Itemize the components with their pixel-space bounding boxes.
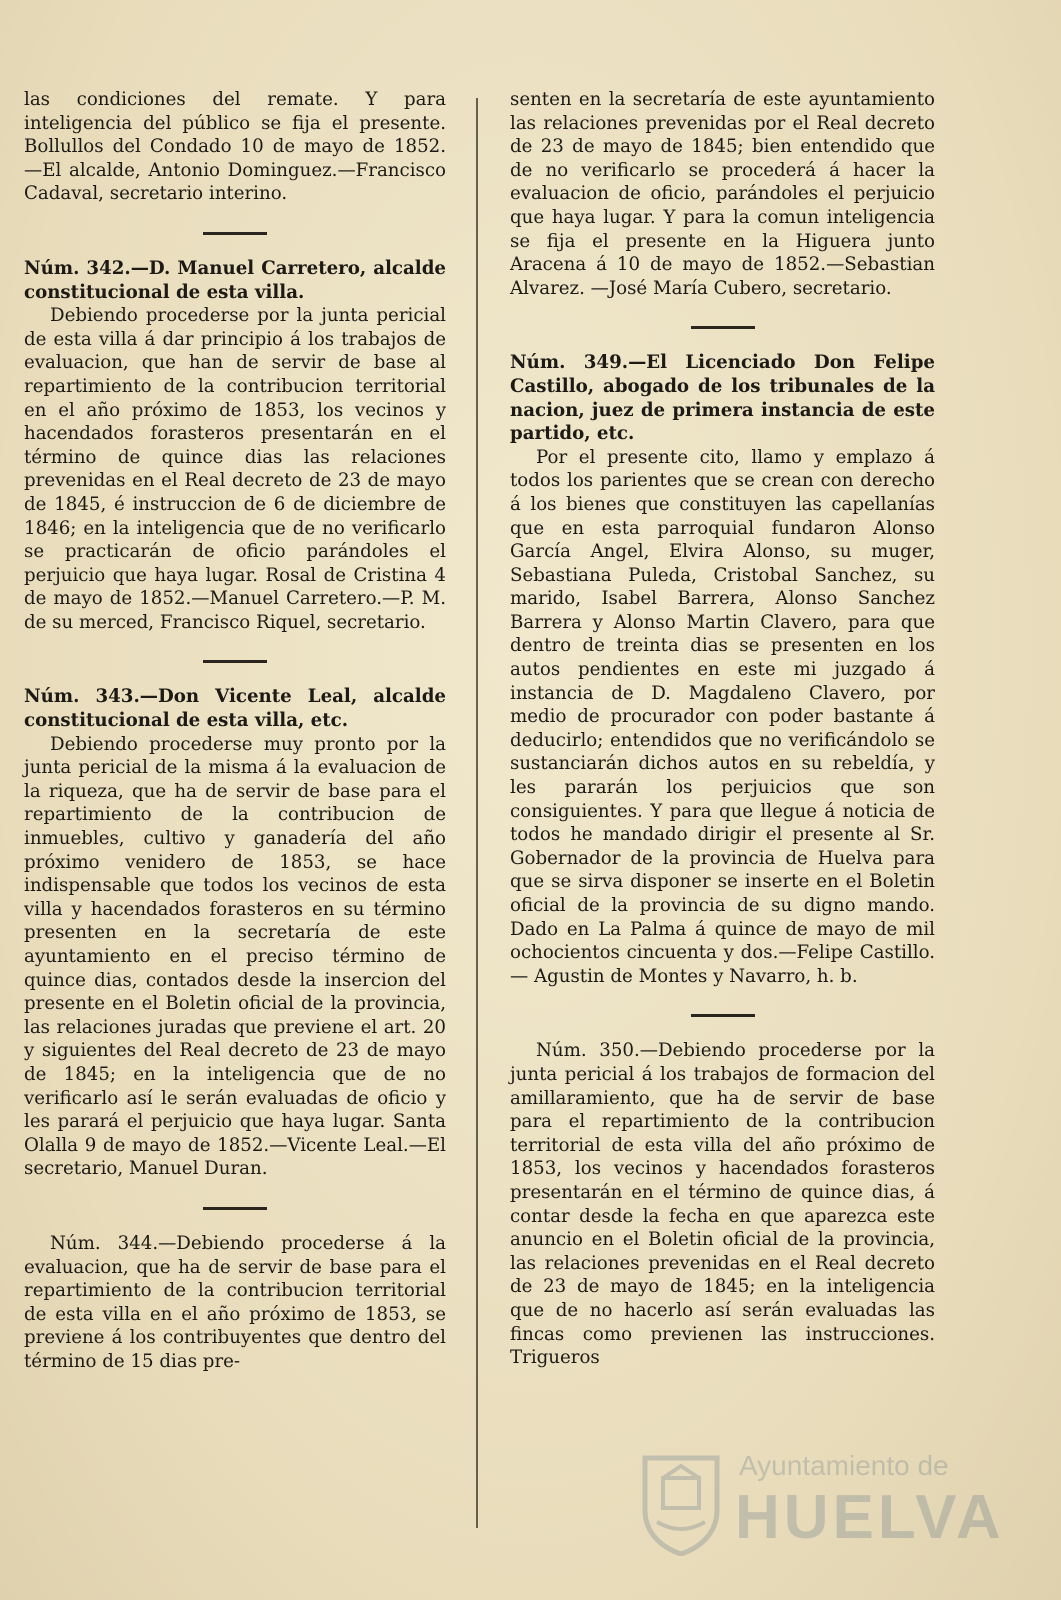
notice-349-heading: Núm. 349.—El Licenciado Don Felipe Castillo, abogado de los tribunales de la nacion, juez de primera instancia de este partido, etc. [510, 352, 935, 445]
notice-343-body: Debiendo procederse muy pronto por la junta pericial de la misma á la evaluacion de la riqueza, que ha de servir de base para el repartimiento de la contribucion de inmuebles, cultivo y ganadería del año próximo venidero de 1853, se hace indispensable que todos los vecinos de esta villa y hacendados forasteros en su término presenten en la secretaría de este ayuntamiento en el preciso término de quince dias, contados desde la insercion del presente en el Boletin oficial de la provincia, las relaciones juradas que previene el art. 20 y siguientes del Real decreto de 23 de mayo de 1845; en la inteligencia que de no verificarlo así le serán evaluadas de oficio y les parará el perjuicio que haya lugar. Santa Olalla 9 de mayo de 1852.—Vicente Leal.—El secretario, Manuel Duran. [24, 733, 446, 1180]
watermark-line-2: HUELVA [735, 1483, 1005, 1552]
notice-intro-text: senten en la secretaría de este ayuntamiento las relaciones prevenidas por el Real decreto de 23 de mayo de 1845; bien entendido que de no verificarlo se procederá á hacer la evaluacion de oficio, parándoles el perjuicio que haya lugar. Y para la comun inteligencia se fija el presente en la Higuera junto Aracena á 10 de mayo de 1852.—Sebastian Alvarez. —José María Cubero, secretario. [510, 89, 935, 299]
watermark [639, 1446, 1005, 1566]
notice-343 [24, 685, 446, 1180]
notice-342-heading: Núm. 342.—D. Manuel Carretero, alcalde constitucional de esta villa. [24, 257, 446, 303]
separator-rule [691, 326, 755, 329]
notice-350-body: Núm. 350.—Debiendo procederse por la junta pericial á los trabajos de formacion del amillaramiento, que ha de servir de base para el repartimiento de la contribucion territorial de esta villa del año próximo de 1853, los vecinos y hacendados forasteros presentarán en el término de quince dias, á contar desde la fecha en que aparezca este anuncio en el Boletin oficial de la provincia, las relaciones prevenidas en el Real decreto de 23 de mayo de 1845; en la inteligencia que de no hacerlo así serán evaluadas las fincas como previenen las instrucciones. Trigueros [510, 1040, 935, 1369]
notice-349 [510, 351, 935, 988]
notice-continuation-left [24, 88, 446, 206]
watermark-line-1: Ayuntamiento de [739, 1450, 949, 1481]
separator-rule [203, 660, 267, 663]
notice-350 [510, 1039, 935, 1369]
separator-rule [203, 1207, 267, 1210]
notice-342-body: Debiendo procederse por la junta pericial de esta villa á dar principio á los trabajos de evaluacion, que han de servir de base al repartimiento de la contribucion territorial en el año próximo de 1853, los vecinos y hacendados forasteros presentarán en el término de quince dias las relaciones prevenidas en el Real decreto de 23 de mayo de 1845, é instruccion de 6 de diciembre de 1846; en la inteligencia que de no verificarlo se practicarán de oficio parándoles el perjuicio que haya lugar. Rosal de Cristina 4 de mayo de 1852.—Manuel Carretero.—P. M. de su merced, Francisco Riquel, secretario. [24, 305, 446, 633]
notice-344 [24, 1232, 446, 1374]
separator-rule [203, 232, 267, 235]
left-column [24, 88, 446, 1374]
notice-343-heading: Núm. 343.—Don Vicente Leal, alcalde constitucional de esta villa, etc. [24, 686, 446, 732]
notice-342 [24, 257, 446, 635]
notice-continuation-right [510, 88, 935, 300]
notice-intro-text: las condiciones del remate. Y para inteligencia del público se fija el presente. Bollullos del Condado 10 de mayo de 1852. —El alcalde, Antonio Dominguez.—Francisco Cadaval, secretario interino. [24, 89, 446, 205]
notice-349-body: Por el presente cito, llamo y emplazo á todos los parientes que se crean con derecho á los bienes que constituyen las capellanías que en esta parroquial fundaron Alonso García Angel, Elvira Alonso, su muger, Sebastiana Puleda, Cristobal Sanchez, su marido, Isabel Barrera, Alonso Sanchez Barrera y Alonso Martin Clavero, para que dentro de treinta dias se presenten en los autos pendientes en este mi juzgado á instancia de D. Magdaleno Clavero, por medio de procurador con poder bastante á deducirlo; entendidos que no verificándolo se sustanciarán dichos autos en su rebeldía, y les pararán los perjuicios que son consiguientes. Y para que llegue á noticia de todos he mandado dirigir el presente al Sr. Gobernador de la provincia de Huelva para que se sirva disponer se inserte en el Boletin oficial de la provincia de su digno mando. Dado en La Palma á quince de mayo de mil ochocientos cincuenta y dos.—Felipe Castillo.— Agustin de Montes y Navarro, h. b. [510, 446, 935, 987]
right-column [510, 88, 935, 1370]
separator-rule [691, 1014, 755, 1017]
column-divider [476, 98, 478, 1528]
notice-344-body: Núm. 344.—Debiendo procederse á la evaluacion, que ha de servir de base para el repartimiento de la contribucion territorial de esta villa en el año próximo de 1853, se previene á los contribuyentes que dentro del término de 15 dias pre- [24, 1232, 446, 1372]
coat-of-arms-icon [639, 1452, 723, 1556]
